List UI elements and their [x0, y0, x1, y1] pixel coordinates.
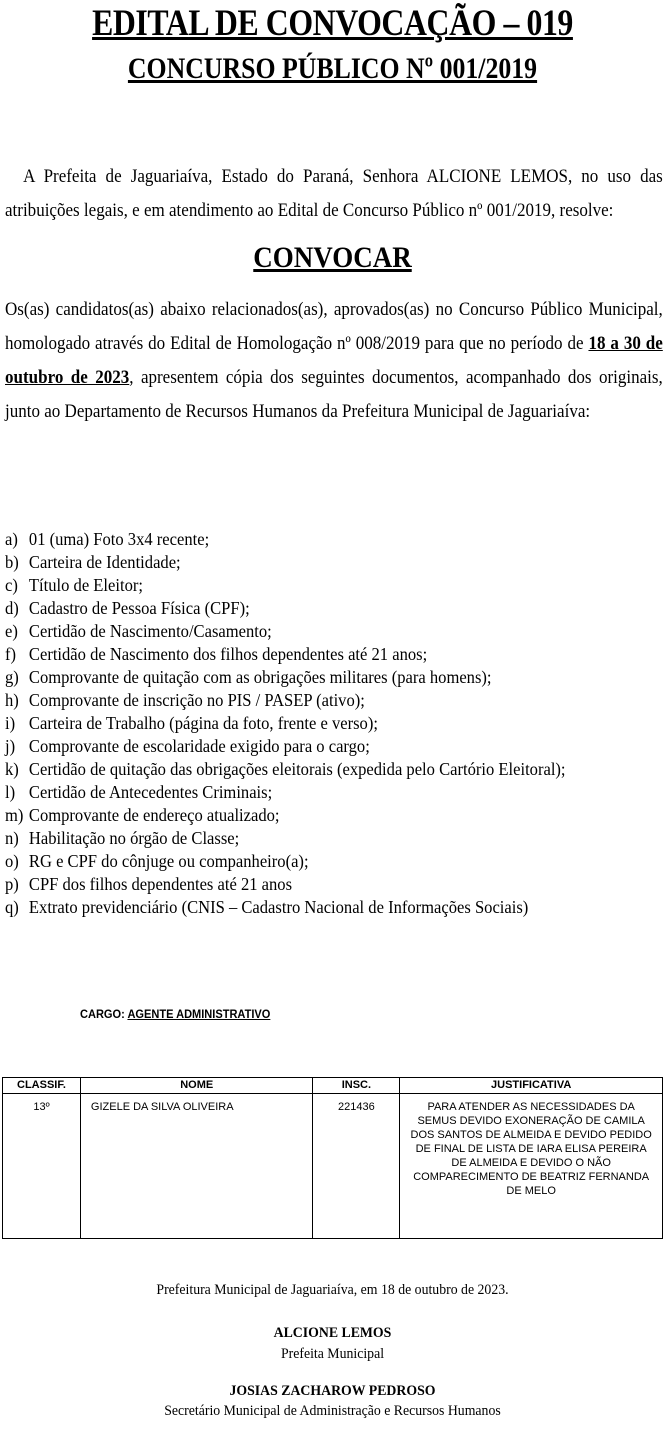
list-item-letter: l)	[5, 782, 16, 802]
list-item	[5, 873, 665, 896]
list-item	[5, 689, 665, 712]
list-item-letter: g)	[5, 667, 19, 687]
signatory-name: ALCIONE LEMOS	[273, 1325, 392, 1341]
action-heading: CONVOCAR	[253, 241, 412, 274]
intro-text: A Prefeita de Jaguariaíva, Estado do Paraná, Senhora ALCIONE LEMOS, no uso das atribuições legais, e em atendimento ao Edital de Concurso Público nº 001/2019, resolve:	[5, 167, 663, 221]
intro-paragraph	[5, 160, 663, 228]
list-item-letter: p)	[5, 874, 19, 894]
list-item-text: Carteira de Identidade;	[28, 552, 181, 572]
table-row	[3, 1094, 663, 1239]
list-item-text: Comprovante de escolaridade exigido para o cargo;	[28, 736, 370, 756]
body-text-after: , apresentem cópia dos seguintes documentos, acompanhado dos originais, junto ao Departamento de Recursos Humanos da Prefeitura Municipal de Jaguariaíva:	[5, 368, 663, 422]
list-item-letter: e)	[5, 621, 18, 641]
list-item	[5, 597, 665, 620]
list-item-text: Certidão de Antecedentes Criminais;	[28, 782, 273, 802]
list-item	[5, 551, 665, 574]
candidates-table	[2, 1077, 663, 1239]
convocation-period: 18 a 30 de outubro de 2023	[5, 334, 663, 388]
list-item	[5, 712, 665, 735]
cell-insc: 221436	[313, 1094, 400, 1239]
list-item-text: Certidão de Nascimento dos filhos dependentes até 21 anos;	[28, 644, 428, 664]
list-item-letter: o)	[5, 851, 19, 871]
list-item	[5, 896, 665, 919]
list-item-text: RG e CPF do cônjuge ou companheiro(a);	[28, 851, 309, 871]
list-item	[5, 643, 665, 666]
list-item-text: Habilitação no órgão de Classe;	[28, 828, 240, 848]
list-item	[5, 735, 665, 758]
list-item-letter: b)	[5, 552, 19, 572]
list-item	[5, 804, 665, 827]
list-item-text: 01 (uma) Foto 3x4 recente;	[28, 529, 210, 549]
list-item	[5, 758, 665, 781]
body-paragraph	[5, 293, 663, 429]
body-text-before: Os(as) candidatos(as) abaixo relacionados(as), aprovados(as) no Concurso Público Municipal, homologado através do Edital de Homologação nº 008/2019 para que no período de	[5, 300, 663, 354]
list-item-text: Certidão de Nascimento/Casamento;	[28, 621, 272, 641]
list-item-letter: h)	[5, 690, 19, 710]
document-title: EDITAL DE CONVOCAÇÃO – 019	[92, 3, 573, 44]
documents-list	[5, 528, 665, 919]
list-item-text: Carteira de Trabalho (página da foto, frente e verso);	[28, 713, 378, 733]
cargo-line	[80, 1007, 270, 1021]
list-item-text: Cadastro de Pessoa Física (CPF);	[28, 598, 250, 618]
signatory-role: Secretário Municipal de Administração e Recursos Humanos	[164, 1403, 501, 1419]
cargo-value: AGENTE ADMINISTRATIVO	[127, 1007, 271, 1021]
list-item-letter: j)	[5, 736, 16, 756]
list-item	[5, 528, 665, 551]
list-item	[5, 781, 665, 804]
cell-nome: GIZELE DA SILVA OLIVEIRA	[80, 1094, 313, 1239]
list-item-letter: i)	[5, 713, 16, 733]
cargo-label: CARGO:	[80, 1007, 125, 1021]
list-item-letter: f)	[5, 644, 17, 664]
table-header-row	[3, 1078, 663, 1094]
signatory-role: Prefeita Municipal	[280, 1346, 385, 1362]
list-item-text: CPF dos filhos dependentes até 21 anos	[28, 874, 293, 894]
header-insc: INSC.	[313, 1078, 400, 1094]
header-justificativa: JUSTIFICATIVA	[400, 1078, 663, 1094]
list-item	[5, 620, 665, 643]
list-item-text: Comprovante de endereço atualizado;	[28, 805, 280, 825]
signatory-name: JOSIAS ZACHAROW PEDROSO	[229, 1383, 436, 1399]
header-nome: NOME	[80, 1078, 313, 1094]
list-item	[5, 827, 665, 850]
list-item	[5, 666, 665, 689]
list-item-text: Certidão de quitação das obrigações eleitorais (expedida pelo Cartório Eleitoral);	[28, 759, 566, 779]
list-item-letter: a)	[5, 529, 18, 549]
document-subtitle: CONCURSO PÚBLICO Nº 001/2019	[127, 52, 538, 85]
list-item-text: Comprovante de quitação com as obrigações militares (para homens);	[28, 667, 492, 687]
list-item-text: Comprovante de inscrição no PIS / PASEP (ativo);	[28, 690, 365, 710]
list-item-letter: n)	[5, 828, 19, 848]
header-classif: CLASSIF.	[3, 1078, 81, 1094]
list-item-letter: d)	[5, 598, 19, 618]
list-item	[5, 574, 665, 597]
list-item-text: Extrato previdenciário (CNIS – Cadastro Nacional de Informações Sociais)	[28, 897, 529, 917]
list-item-letter: k)	[5, 759, 19, 779]
place-date: Prefeitura Municipal de Jaguariaíva, em 18 de outubro de 2023.	[156, 1282, 509, 1298]
list-item-letter: c)	[5, 575, 18, 595]
cell-justificativa: PARA ATENDER AS NECESSIDADES DA SEMUS DEVIDO EXONERAÇÃO DE CAMILA DOS SANTOS DE ALMEIDA E DEVIDO PEDIDO DE FINAL DE LISTA DE IARA ELISA PEREIRA DE ALMEIDA E DEVIDO O NÃO COMPARECIMENTO DE BEATRIZ FERNANDA DE MELO	[400, 1094, 663, 1239]
list-item-letter: m)	[5, 805, 24, 825]
list-item-text: Título de Eleitor;	[28, 575, 143, 595]
cell-classif: 13º	[3, 1094, 81, 1239]
list-item-letter: q)	[5, 897, 19, 917]
list-item	[5, 850, 665, 873]
